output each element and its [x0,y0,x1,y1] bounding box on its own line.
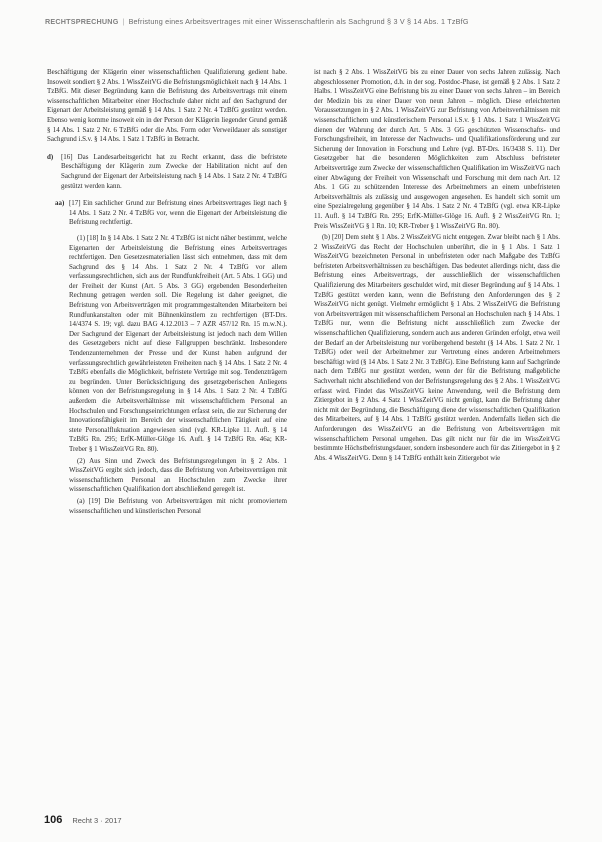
section-aa-text: [17] Ein sachlicher Grund zur Befristung eines Arbeitsvertrages liegt nach § 14 Abs. 1 Satz 2 Nr. 4 TzBfG vor, wenn die Eigenart der Arbeitsleistung die Befristung rechtfertigt. [69,199,287,227]
left-body [47,234,287,516]
journal-reference: Recht 3 · 2017 [72,816,122,825]
section-d-text: [16] Das Landesarbeitsgericht hat zu Recht erkannt, dass die befristete Beschäftigung der Klägerin zum Zwecke der Habilitation nicht auf den Sachgrund der Eigenart der Arbeitsleistung nach § 14 Abs. 1 Satz 2 Nr. 4 TzBfG gestützt werden kann. [61,152,287,190]
running-header [45,14,582,28]
section-d-label: d) [47,152,54,161]
running-header-separator: | [122,16,125,26]
left-column [47,68,287,518]
right-paragraph-2: (b) [20] Dem steht § 1 Abs. 2 WissZeitVG nicht entgegen. Zwar bleibt nach § 1 Abs. 2 WissZeitVG das Recht der Hochschulen unberührt, die in § 1 Abs. 1 Satz 1 WissZeitVG bezeichneten Personal in unbefristeten oder nach Maßgabe des TzBfG befristeten Arbeitsverhältnissen zu beschäftigen. Das bedeutet allerdings nicht, dass die Befristung eines Arbeitsvertrags, der ausschließlich der wissenschaftlichen Qualifizierung des Mitarbeiters geschuldet wird, mit dieser Begründung auf § 14 Abs. 1 TzBfG gestützt werden kann, wenn die Befristung den Anforderungen des § 2 WissZeitVG nicht genügt. Vielmehr ermöglicht § 1 Abs. 2 WissZeitVG die Befristung von Arbeitsverträgen mit wissenschaftlichem Personal an Hochschulen nach § 14 Abs. 1 TzBfG nur, wenn die Befristung nicht ausschließlich zum Zwecke der wissenschaftlichen Qualifizierung, sondern auch aus anderen Gründen erfolgt, etwa weil der Bedarf an der Arbeitsleistung nur vorübergehend besteht (§ 14 Abs. 1 Satz 2 Nr. 1 TzBfG) oder weil der Arbeitnehmer zur Vertretung eines anderen Arbeitnehmers beschäftigt wird (§ 14 Abs. 1 Satz 2 Nr. 3 TzBfG). Eine Befristung kann auf Sachgründe nach dem TzBfG nur gestützt werden, wenn der für die Befristung maßgebliche Sachverhalt nicht abschließend von der Befristungsregelung des § 2 Abs. 1 WissZeitVG erfasst wird. Findet das WissZeitVG keine Anwendung, weil die Befristung dem Zitiergebot in § 2 Abs. 4 Satz 1 WissZeitVG nicht genügt, kann die Befristung daher nicht mit der Begründung, die Beschäftigung diene der wissenschaftlichen Qualifikation des Mitarbeiters, auf § 14 Abs. 1 TzBfG gestützt werden. Andernfalls ließen sich die Anforderungen des WissZeitVG an die Befristung von Arbeitsverträgen mit wissenschaftlichem Personal umgehen. Das gilt nicht nur für die im WissZeitVG bestimmte Höchstbefristungsdauer, sondern insbesondere auch für das Zitiergebot in § 2 Abs. 4 WissZeitVG. Denn § 14 TzBfG enthält kein Zitiergebot wie [314,233,561,462]
right-paragraph-1: ist nach § 2 Abs. 1 WissZeitVG bis zu einer Dauer von sechs Jahren zulässig. Nach abgeschlossener Promotion, d.h. in der sog. Postdoc-Phase, ist gemäß § 2 Abs. 1 Satz 2 Halbs. 1 WissZeitVG eine Befristung bis zu einer Dauer von sechs Jahren – im Bereich der Medizin bis zu einer Dauer von neun Jahren – möglich. Diese erleichterten Voraussetzungen in § 2 Abs. 1 WissZeitVG zur Befristung von Arbeitsverhältnissen mit wissenschaftlichem und künstlerischem Personal i.S.v. § 1 Abs. 1 Satz 1 WissZeitVG dienen der Wahrung der durch Art. 5 Abs. 3 GG geschützten Wissenschafts- und Forschungsfreiheit, im Interesse der Nachwuchs- und Qualifikationsförderung und zur Sicherung der Innovation in Forschung und Lehre (vgl. BT-Drs. 16/3438 S. 11). Der Gesetzgeber hat die besonderen Möglichkeiten zum Abschluss befristeter Arbeitsverträge zum Zwecke der wissenschaftlichen Qualifikation im WissZeitVG nach einer Abwägung der Freiheit von Wissenschaft und Forschung mit dem nach Art. 12 Abs. 1 GG zu schützenden Interesse des Arbeitnehmers an einem unbefristeten Arbeitsverhältnis als zulässig und ausgewogen angesehen. Es handelt sich somit um eine Spezialregelung gegenüber § 14 Abs. 1 Satz 2 Nr. 4 TzBfG (vgl. etwa KR-Lipke 11. Aufl. § 14 TzBfG Rn. 295; ErfK-Müller-Glöge 16. Aufl. § 2 WissZeitVG Rn. 1; Preis WissZeitVG § 1 Rn. 10; KR-Treber § 1 WissZeitVG Rn. 80). [314,68,560,230]
left-intro-paragraph: Beschäftigung der Klägerin einer wissenschaftlichen Qualifizierung gedient habe. Insoweit sondiert § 2 Abs. 1 WissZeitVG die Befristungsmöglichkeit nach § 14 Abs. 1 TzBfG. Mit dieser Begründung kann die Befristung des Arbeitsvertrags mit einem wissenschaftlichen Mitarbeiter einer Hochschule daher nicht auf den Sachgrund der Eigenart der Arbeitsleistung gemäß § 14 Abs. 1 Satz 2 Nr. 4 TzBfG gestützt werden. Ebenso wenig komme insoweit ein in der Person der Klägerin liegender Grund gemäß § 14 Abs. 1 Satz 2 Nr. 6 TzBfG oder die Abs. Form oder Verweildauer als sonstiger Sachgrund i.S.v. § 14 Abs. 1 Satz 1 TzBfG in Betracht. [47,68,287,144]
page-number: 106 [44,814,63,826]
left-paragraph-2: (2) Aus Sinn und Zweck des Befristungsregelungen in § 2 Abs. 1 WissZeitVG ergibt sich jedoch, dass die Befristung von Arbeitsverträgen mit wissenschaftlichem Personal an Hochschulen zum Zwecke ihrer wissenschaftlichen Qualifikation dort abschließend geregelt ist. [69,456,287,494]
left-paragraph-1: (1) [18] In § 14 Abs. 1 Satz 2 Nr. 4 TzBfG ist nicht näher bestimmt, welche Eigenarten der Arbeitsleistung die Befristung eines Arbeitsvertrages rechtfertigen. Den Gesetzesmaterialien lässt sich entnehmen, dass mit dem Sachgrund des § 14 Abs. 1 Satz 2 Nr. 4 TzBfG vor allem verfassungsrechtlichen, sich aus der Rundfunkfreiheit (Art. 5 Abs. 1 GG) und der Freiheit der Kunst (Art. 5 Abs. 3 GG) ergebenden Besonderheiten Rechnung getragen werden soll. Die Regelung ist daher geeignet, die Befristung von Arbeitsverträgen mit programmgestaltenden Mitarbeitern bei Rundfunkanstalten oder mit Bühnenkünstlern zu rechtfertigen (BT-Drs. 14/4374 S. 19; vgl. dazu BAG 4.12.2013 – 7 AZR 457/12 Rn. 15 m.w.N.). Der Sachgrund der Eigenart der Arbeitsleistung ist jedoch nach dem Willen des Gesetzgebers nicht auf diese Fallgruppen beschränkt. Insbesondere Tendenzunternehmen der Presse und der Kunst haben aufgrund der verfassungsrechtlich gewährleisteten Freiheiten nach § 14 Abs. 1 Satz 2 Nr. 4 TzBfG ebenfalls die Möglichkeit, befristete Verträge mit sog. Tendenzträgern zu begründen. Unter Berücksichtigung des gesetzgeberischen Anliegens können von der Befristungsregelung in § 14 Abs. 1 Satz 2 Nr. 4 TzBfG außerdem die Arbeitsverhältnisse mit wissenschaftlichem Personal an Hochschulen und Forschungseinrichtungen erfasst sein, die zur Sicherung der Innovationsfähigkeit im Bereich der wissenschaftlichen Tätigkeit auf eine stete Personalfluktuation angewiesen sind (vgl. KR-Lipke 11. Aufl. § 14 TzBfG Rn. 295; ErfK-Müller-Glöge 16. Aufl. § 14 TzBfG Rn. 46a; KR-Treber § 1 WissZeitVG Rn. 80). [69,233,287,453]
page-footer [44,814,122,826]
left-paragraph-3: (a) [19] Die Befristung von Arbeitsverträgen mit nicht promoviertem wissenschaftlichen und künstlerischen Personal [69,496,287,515]
running-header-title: Befristung eines Arbeitsvertrages mit einer Wissenschaftlerin als Sachgrund § 3 V § 14 Abs. 1 TzBfG [128,16,469,26]
section-aa [55,199,287,228]
running-header-section: RECHTSPRECHUNG [45,16,119,26]
section-aa-label: aa) [55,199,65,208]
section-d [47,153,287,191]
right-column [314,68,560,465]
